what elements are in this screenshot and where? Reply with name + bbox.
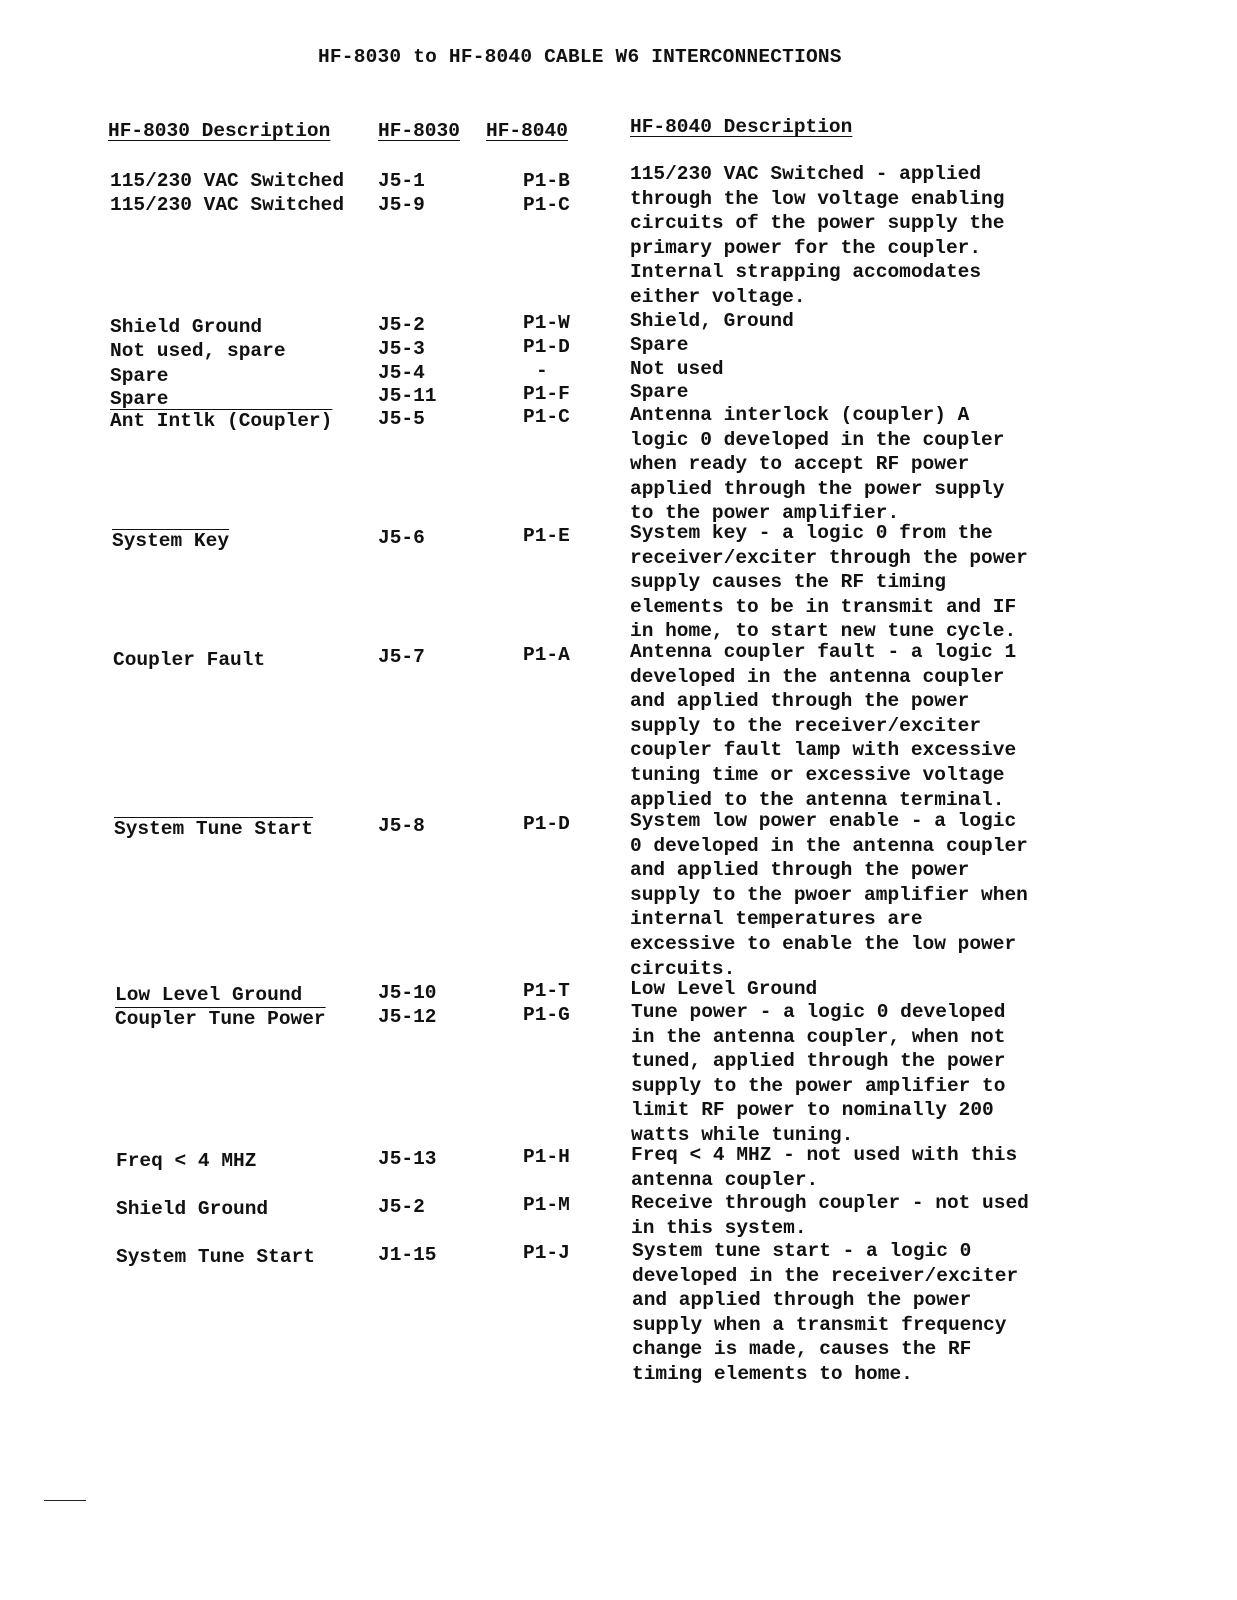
row-hf8040-description: Antenna coupler fault - a logic 1 developed in the antenna coupler and applied through the power supply to the receiver/exciter coupler fault lamp with excessive tuning time or excessive voltage applied to the antenna terminal. <box>630 641 1017 811</box>
row-hf8030-description: Ant Intlk (Coupler) <box>110 410 333 432</box>
row-hf8040-pin: P1-D <box>523 336 570 358</box>
row-hf8030-description: System Tune Start <box>116 1246 315 1268</box>
row-hf8030-pin: J5-2 <box>378 1196 425 1218</box>
row-hf8040-pin: P1-C <box>523 194 570 216</box>
header-hf8030: HF-8030 <box>378 120 460 142</box>
row-hf8030-description: System Key <box>112 530 230 552</box>
row-hf8040-description: 115/230 VAC Switched - applied through the low voltage enabling circuits of the power supply the primary power for the coupler. Internal strapping accomodates either voltage. <box>630 163 1005 308</box>
row-hf8040-description: Freq < 4 MHZ - not used with this antenna coupler. <box>631 1144 1018 1191</box>
row-hf8030-pin: J5-7 <box>378 646 425 668</box>
row-hf8030-pin: J5-12 <box>378 1006 437 1028</box>
row-hf8040-pin: P1-D <box>523 813 570 835</box>
header-hf8040: HF-8040 <box>486 120 568 142</box>
row-hf8040-pin: P1-W <box>523 312 570 334</box>
row-hf8030-description: 115/230 VAC Switched <box>110 170 345 192</box>
row-hf8040-pin: P1-T <box>523 980 570 1002</box>
row-hf8040-pin: P1-A <box>523 644 570 666</box>
row-hf8040-description: System tune start - a logic 0 developed in the receiver/exciter and applied through the power supply when a transmit frequency change is made, causes the RF timing elements to home. <box>632 1240 1019 1385</box>
row-hf8030-description: 115/230 VAC Switched <box>110 194 345 216</box>
row-hf8030-description: Spare <box>110 388 169 410</box>
row-hf8040-description: Receive through coupler - not used in this system. <box>631 1192 1029 1239</box>
row-hf8040-pin: - <box>536 360 548 382</box>
row-hf8030-pin: J5-9 <box>378 194 425 216</box>
row-hf8040-pin: P1-B <box>523 170 570 192</box>
header-hf8040-description: HF-8040 Description <box>630 116 853 138</box>
row-hf8040-pin: P1-J <box>523 1242 570 1264</box>
row-hf8030-description: Freq < 4 MHZ <box>116 1150 257 1172</box>
row-hf8030-description: Coupler Tune Power <box>115 1008 326 1030</box>
row-hf8040-description: Antenna interlock (coupler) A logic 0 developed in the coupler when ready to accept RF power applied through the power supply to the power amplifier. <box>630 404 1005 525</box>
row-hf8030-description: Shield Ground <box>110 316 263 338</box>
row-hf8030-pin: J5-11 <box>378 385 437 407</box>
row-hf8030-pin: J1-15 <box>378 1244 437 1266</box>
row-hf8030-pin: J5-1 <box>378 170 425 192</box>
row-hf8030-description: Spare <box>110 365 169 387</box>
row-hf8030-description: Low Level Ground <box>115 984 303 1006</box>
row-hf8040-description: System key - a logic 0 from the receiver/exciter through the power supply causes the RF timing elements to be in transmit and IF in home, to start new tune cycle. <box>630 522 1028 643</box>
row-hf8040-pin: P1-E <box>523 525 570 547</box>
row-hf8030-pin: J5-3 <box>378 338 425 360</box>
row-hf8040-pin: P1-F <box>523 383 570 405</box>
row-hf8030-description: Shield Ground <box>116 1198 269 1220</box>
row-hf8040-description: Low Level Ground <box>630 978 818 1000</box>
page-title: HF-8030 to HF-8040 CABLE W6 INTERCONNECTIONS <box>318 46 842 68</box>
row-hf8030-pin: J5-5 <box>378 408 425 430</box>
row-hf8040-description: Shield, Ground <box>630 310 794 332</box>
row-hf8030-pin: J5-6 <box>378 527 425 549</box>
row-hf8040-description: System low power enable - a logic 0 developed in the antenna coupler and applied through the power supply to the pwoer amplifier when internal temperatures are excessive to enable the low power circuits. <box>630 810 1028 980</box>
row-hf8040-pin: P1-C <box>523 406 570 428</box>
header-hf8030-description: HF-8030 Description <box>108 120 331 142</box>
row-hf8030-description: System Tune Start <box>114 818 313 840</box>
row-hf8030-pin: J5-8 <box>378 815 425 837</box>
row-hf8040-description: Tune power - a logic 0 developed in the antenna coupler, when not tuned, applied through the power supply to the power amplifier to limit RF power to nominally 200 watts while tuning. <box>631 1001 1006 1146</box>
row-hf8040-pin: P1-M <box>523 1194 570 1216</box>
row-hf8040-pin: P1-H <box>523 1146 570 1168</box>
row-hf8030-pin: J5-10 <box>378 982 437 1004</box>
row-hf8030-pin: J5-4 <box>378 362 425 384</box>
row-hf8030-description: Not used, spare <box>110 340 286 362</box>
row-hf8040-pin: P1-G <box>523 1004 570 1026</box>
row-hf8040-description: Spare <box>630 381 689 403</box>
row-hf8030-pin: J5-2 <box>378 314 425 336</box>
row-hf8040-description: Spare <box>630 334 689 356</box>
row-hf8040-description: Not used <box>630 358 724 380</box>
page-edge-mark <box>44 1500 86 1501</box>
row-hf8030-pin: J5-13 <box>378 1148 437 1170</box>
row-hf8030-description: Coupler Fault <box>113 649 266 671</box>
